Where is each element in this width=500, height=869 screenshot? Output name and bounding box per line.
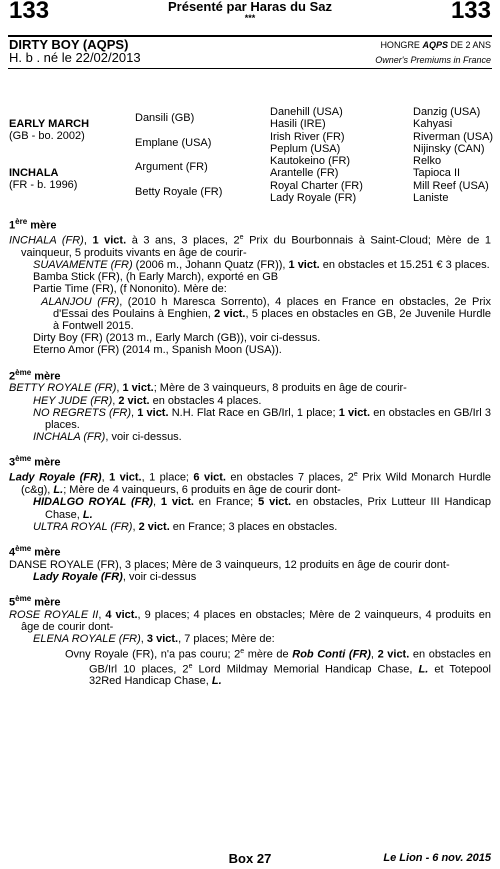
pedigree-g4-8: Laniste xyxy=(413,192,449,204)
pedigree-g4-6: Tapioca II xyxy=(413,167,461,179)
produce-entry: HEY JUDE (FR), 2 vict. en obstacles 4 places. xyxy=(33,394,262,407)
produce-entry: NO REGRETS (FR), 1 vict. N.H. Flat Race en GB/Irl, 1 place; 1 vict. en obstacles en GB/Irl 3 places. xyxy=(33,406,492,432)
produce-entry: INCHALA (FR), voir ci-dessus. xyxy=(33,431,182,444)
produce-entry: Ovny Royale (FR), n'a pas couru; 2e mère de Rob Conti (FR), 2 vict. en obstacles en GB/Irl 10 places, 2e Lord Mildmay Memorial Handicap Chase, L. et Totepool 32Red Handicap Chase, L. xyxy=(65,647,491,688)
pedigree-g4-3: Riverman (USA) xyxy=(413,131,494,143)
section-heading-4: 4ème mère xyxy=(9,543,61,559)
section-heading-5: 5ème mère xyxy=(9,594,61,609)
horse-category: HONGRE AQPS DE 2 ANS xyxy=(380,40,491,50)
box-number: Box 27 xyxy=(228,851,272,866)
sire-name: EARLY MARCH xyxy=(9,118,90,130)
owners-premiums: Owner's Premiums in France xyxy=(375,55,491,65)
produce-entry: ELENA ROYALE (FR), 3 vict., 7 places; Mère de: xyxy=(33,633,275,646)
lot-number-left: 133 xyxy=(9,0,50,24)
pedigree-g4-4: Nijinsky (CAN) xyxy=(413,143,485,155)
lot-number-right: 133 xyxy=(450,0,491,24)
dam-name: INCHALA xyxy=(9,167,59,179)
pedigree-grandsire-2: Argument (FR) xyxy=(135,161,208,173)
pedigree-g4-5: Relko xyxy=(413,155,442,167)
sale-location-date: Le Lion - 6 nov. 2015 xyxy=(383,852,491,864)
pedigree-granddam-1: Emplane (USA) xyxy=(135,137,212,149)
pedigree-granddam-2: Betty Royale (FR) xyxy=(135,186,223,198)
produce-entry: Eterno Amor (FR) (2014 m., Spanish Moon (USA)). xyxy=(33,344,282,357)
produce-entry: SUAVAMENTE (FR) (2006 m., Johann Quatz (FR)), 1 vict. en obstacles et 15.251 € 3 places. xyxy=(33,258,490,271)
stars-rating: *** xyxy=(244,13,256,23)
second-dam-paragraph: BETTY ROYALE (FR), 1 vict.; Mère de 3 vainqueurs, 8 produits en âge de courir- xyxy=(9,382,407,395)
pedigree-g3-7: Royal Charter (FR) xyxy=(270,180,363,192)
pedigree-g3-5: Kautokeino (FR) xyxy=(270,155,351,167)
produce-entry: ULTRA ROYAL (FR), 2 vict. en France; 3 places en obstacles. xyxy=(33,520,338,533)
first-dam-paragraph: INCHALA (FR), 1 vict. à 3 ans, 3 places, 2e Prix du Bourbonnais à Saint-Cloud; Mère de 1 vainqueur, 5 produits vivants en âge de courir- xyxy=(9,233,491,259)
consignor-title: Présenté par Haras du Saz xyxy=(167,0,333,14)
pedigree-g3-2: Hasili (IRE) xyxy=(270,118,326,130)
section-heading-2: 2ème mère xyxy=(9,367,61,383)
pedigree-g3-4: Peplum (USA) xyxy=(270,143,341,155)
dam-info: (FR - b. 1996) xyxy=(9,179,78,191)
pedigree-g4-1: Danzig (USA) xyxy=(413,106,481,118)
fifth-dam-paragraph: ROSE ROYALE II, 4 vict., 9 places; 4 places en obstacles; Mère de 2 vainqueurs, 4 produits en âge de courir dont- xyxy=(9,609,491,634)
produce-entry: ALANJOU (FR), (2010 h Maresca Sorrento), 4 places en France en obstacles, 2e Prix d'Essai des Poulains à Enghien, 2 vict., 5 places en obstacles en GB, 2e Juvenile Hurdle à Fontwell 2015. xyxy=(41,295,492,332)
pedigree-g3-1: Danehill (USA) xyxy=(270,106,343,118)
pedigree-g3-8: Lady Royale (FR) xyxy=(270,192,357,204)
produce-entry: HIDALGO ROYAL (FR), 1 vict. en France; 5 vict. en obstacles, Prix Lutteur III Handicap Chase, L. xyxy=(33,496,491,521)
pedigree-g4-7: Mill Reef (USA) xyxy=(413,180,489,192)
pedigree-top-rule xyxy=(8,68,492,69)
pedigree-g3-3: Irish River (FR) xyxy=(270,131,345,143)
pedigree-grandsire-1: Dansili (GB) xyxy=(135,112,195,124)
pedigree-g3-6: Arantelle (FR) xyxy=(270,167,339,179)
catalogue-body xyxy=(9,216,491,688)
section-heading-3: 3ème mère xyxy=(9,454,61,470)
produce-entry: Partie Time (FR), (f Nononito). Mère de: xyxy=(33,283,227,296)
horse-description: H. b . né le 22/02/2013 xyxy=(9,50,141,65)
third-dam-paragraph: Lady Royale (FR), 1 vict., 1 place; 6 vict. en obstacles 7 places, 2e Prix Wild Monarch Hurdle (c&g), L.; Mère de 4 vainqueurs, 6 produits en âge de courir dont- xyxy=(9,471,492,497)
horse-name: DIRTY BOY (AQPS) xyxy=(9,37,129,52)
produce-entry: Bamba Stick (FR), (h Early March), exporté en GB xyxy=(33,271,279,284)
produce-entry: Lady Royale (FR), voir ci-dessus xyxy=(33,571,197,584)
section-heading-1: 1ère mère xyxy=(9,217,57,232)
produce-entry: Dirty Boy (FR) (2013 m., Early March (GB)), voir ci-dessus. xyxy=(33,332,321,345)
pedigree-g4-2: Kahyasi xyxy=(413,118,453,130)
fourth-dam-paragraph: DANSE ROYALE (FR), 3 places; Mère de 3 vainqueurs, 12 produits en âge de courir dont- xyxy=(9,558,450,571)
sire-info: (GB - bo. 2002) xyxy=(9,130,85,142)
